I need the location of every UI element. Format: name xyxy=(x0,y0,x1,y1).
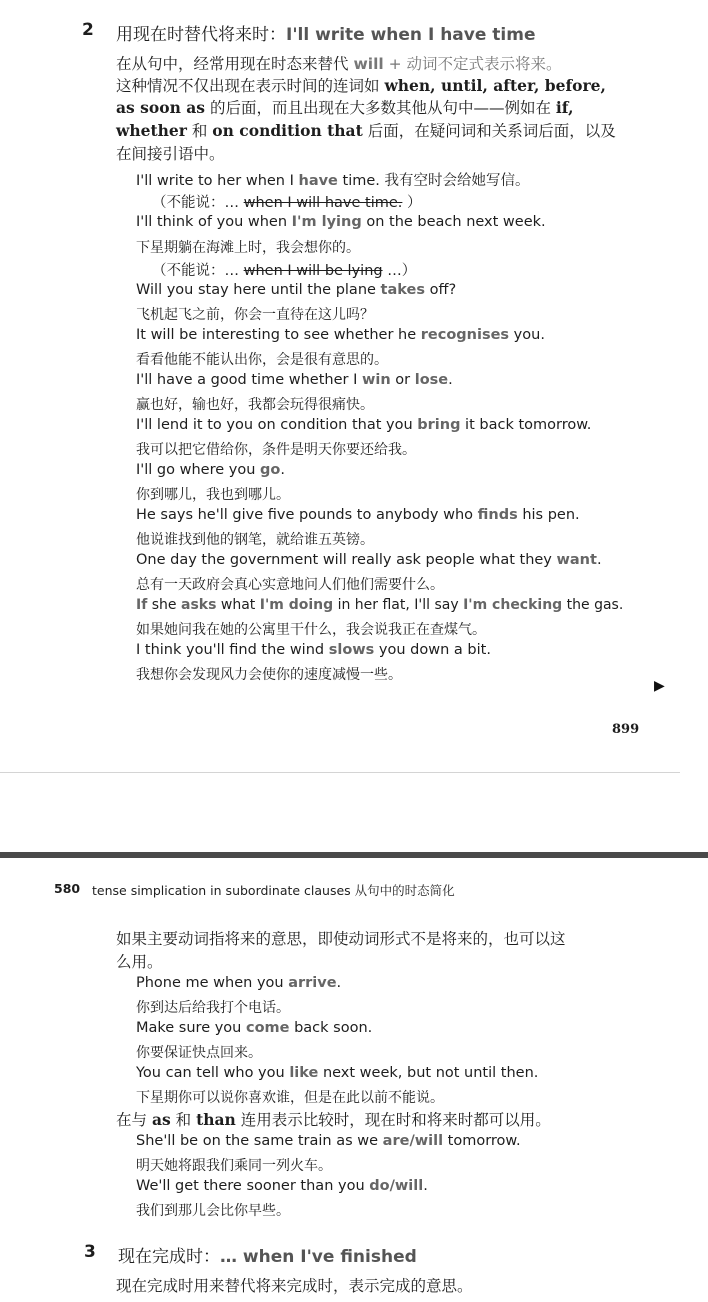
section-title-zh: 用现在时替代将来时： xyxy=(116,25,286,45)
page-divider xyxy=(0,852,708,858)
intro-line-2: 这种情况不仅出现在表示时间的连词如 when, until, after, before, xyxy=(116,76,606,95)
p2-example-3-translation: 下星期你可以说你喜欢谁，但是在此以前不能说。 xyxy=(136,1090,444,1106)
page-number: 899 xyxy=(612,722,640,737)
example-2-note: （不能说：… when I will be lying …） xyxy=(152,263,417,279)
intro-line-3: as soon as 的后面，而且出现在大多数其他从句中——例如在 if, xyxy=(116,98,574,117)
para1-line-2: 么用。 xyxy=(116,953,163,971)
p2-example-2-translation: 你要保证快点回来。 xyxy=(136,1045,262,1061)
p2-example-5: We'll get there sooner than you do/will. xyxy=(136,1178,428,1194)
example-1: I'll write to her when I have time. 我有空时会给她写信。 xyxy=(136,173,530,189)
para1-line-1: 如果主要动词指将来的意思，即使动词形式不是将来的，也可以这 xyxy=(116,930,566,948)
section-3-number: 3 xyxy=(84,1242,96,1262)
section-number: 2 xyxy=(82,20,94,40)
example-11: I think you'll find the wind slows you down a bit. xyxy=(136,642,491,658)
example-7-translation: 你到哪儿，我也到哪儿。 xyxy=(136,487,290,503)
example-4-translation: 看看他能不能认出你，会是很有意思的。 xyxy=(136,352,388,368)
para2: 在与 as 和 than 连用表示比较时，现在时和将来时都可以用。 xyxy=(116,1110,551,1129)
example-10: If she asks what I'm doing in her flat, I'll say I'm checking the gas. xyxy=(136,597,624,613)
example-4: It will be interesting to see whether he recognises you. xyxy=(136,327,545,343)
example-1-note: （不能说：… when I will have time. ） xyxy=(152,195,422,211)
next-page-arrow-icon: ▶ xyxy=(654,678,665,694)
example-8-translation: 他说谁找到他的钢笔，就给谁五英镑。 xyxy=(136,532,374,548)
p2-example-1: Phone me when you arrive. xyxy=(136,975,342,991)
p2-example-3: You can tell who you like next week, but not until then. xyxy=(136,1065,539,1081)
intro-line-5: 在间接引语中。 xyxy=(116,145,225,163)
section-title-en: I'll write when I have time xyxy=(286,25,536,45)
example-5-translation: 赢也好，输也好，我都会玩得很痛快。 xyxy=(136,397,374,413)
example-2-translation: 下星期躺在海滩上时，我会想你的。 xyxy=(136,240,360,256)
example-3: Will you stay here until the plane takes off? xyxy=(136,282,457,298)
example-3-translation: 飞机起飞之前，你会一直待在这儿吗？ xyxy=(136,307,374,323)
intro-line-1: 在从句中，经常用现在时态来替代 will + 动词不定式表示将来。 xyxy=(116,55,562,73)
p2-example-1-translation: 你到达后给我打个电话。 xyxy=(136,1000,290,1016)
header-title: tense simplication in subordinate clauses 从句中的时态简化 xyxy=(92,883,455,898)
example-9: One day the government will really ask people what they want. xyxy=(136,552,602,568)
header-page-number: 580 xyxy=(54,881,81,896)
section-title xyxy=(116,20,536,45)
example-10-translation: 如果她问我在她的公寓里干什么，我会说我正在查煤气。 xyxy=(136,622,486,638)
para3: 现在完成时用来替代将来完成时，表示完成的意思。 xyxy=(116,1277,473,1295)
p2-example-4: She'll be on the same train as we are/will tomorrow. xyxy=(136,1133,521,1149)
example-11-translation: 我想你会发现风力会使你的速度减慢一些。 xyxy=(136,667,402,683)
example-6: I'll lend it to you on condition that you bring it back tomorrow. xyxy=(136,417,592,433)
example-9-translation: 总有一天政府会真心实意地问人们他们需要什么。 xyxy=(136,577,444,593)
example-6-translation: 我可以把它借给你，条件是明天你要还给我。 xyxy=(136,442,416,458)
p2-example-5-translation: 我们到那儿会比你早些。 xyxy=(136,1203,290,1219)
example-2: I'll think of you when I'm lying on the beach next week. xyxy=(136,214,546,230)
page-bottom-rule xyxy=(0,772,680,773)
p2-example-4-translation: 明天她将跟我们乘同一列火车。 xyxy=(136,1158,332,1174)
example-7: I'll go where you go. xyxy=(136,462,285,478)
intro-line-4: whether 和 on condition that 后面，在疑问词和关系词后面，以及 xyxy=(116,121,616,140)
example-8: He says he'll give five pounds to anybody who finds his pen. xyxy=(136,507,580,523)
section-3-title: 现在完成时：… when I've finished xyxy=(118,1247,417,1267)
p2-example-2: Make sure you come back soon. xyxy=(136,1020,373,1036)
example-5: I'll have a good time whether I win or lose. xyxy=(136,372,453,388)
